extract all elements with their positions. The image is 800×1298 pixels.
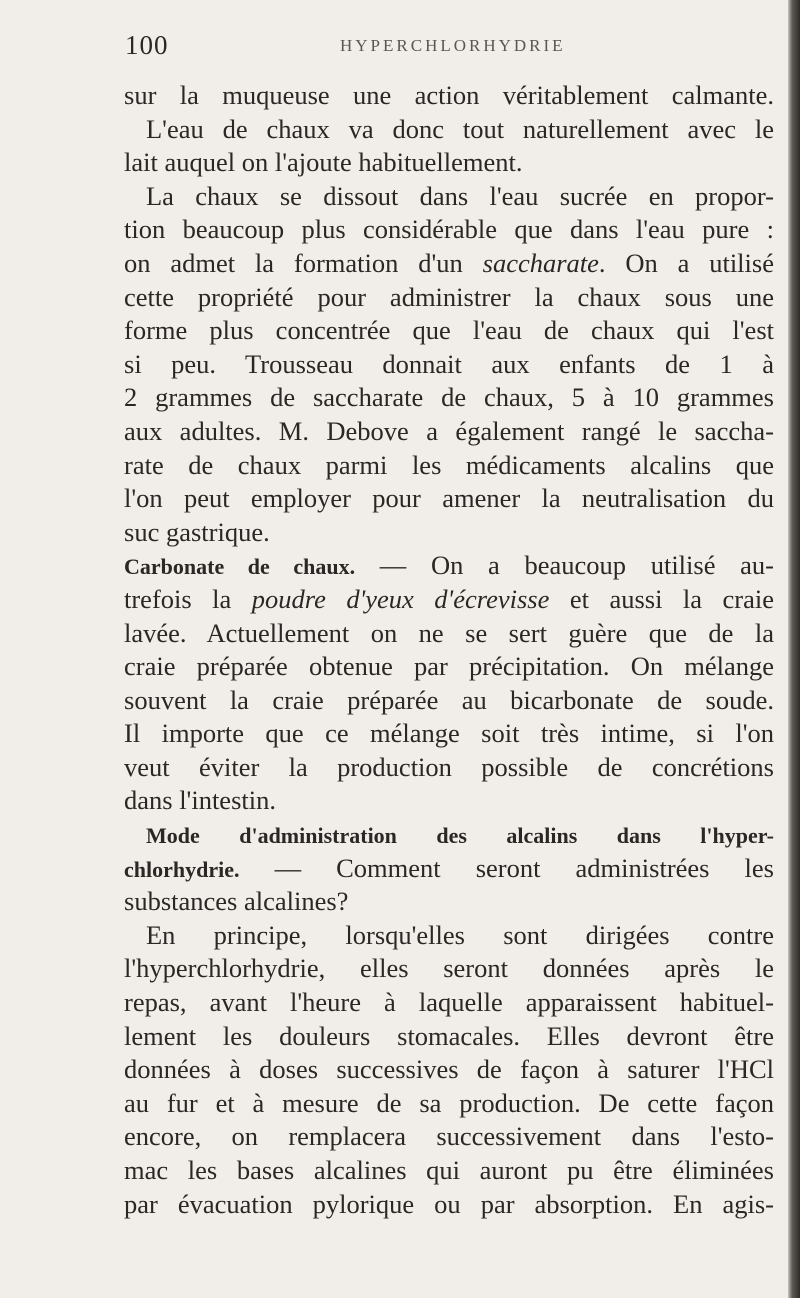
text-fragment: trefois la [124, 583, 252, 614]
text-fragment: — Comment seront administrées les [239, 852, 774, 883]
text-line: forme plus concentrée que l'eau de chaux qui l'est [124, 315, 774, 346]
italic-term: saccharate [482, 247, 599, 278]
italic-term: poudre d'yeux d'écrevisse [251, 583, 550, 614]
section-heading-line [124, 549, 774, 583]
section-heading: chlorhydrie. [124, 856, 240, 882]
section-heading-line [124, 818, 774, 852]
text-fragment: — On a beaucoup utilisé au- [355, 550, 774, 581]
text-line: par évacuation pylorique ou par absorption. En agis- [124, 1188, 774, 1219]
text-line: dans l'intestin. [124, 785, 276, 816]
text-line: lait auquel on l'ajoute habituellement. [124, 147, 523, 178]
text-line: si peu. Trousseau donnait aux enfants de 1 à [124, 348, 774, 379]
text-line: tion beaucoup plus considérable que dans l'eau pure : [124, 214, 774, 245]
text-line: rate de chaux parmi les médicaments alcalins que [124, 449, 774, 480]
section-heading: Mode d'administration des alcalins dans l'hyper- [146, 823, 774, 849]
text-line: sur la muqueuse une action véritablement calmante. [124, 80, 774, 110]
text-line [124, 247, 774, 281]
text-line: En principe, lorsqu'elles sont dirigées contre [146, 919, 774, 950]
text-line: lement les douleurs stomacales. Elles devront être [124, 1020, 774, 1051]
text-line: aux adultes. M. Debove a également rangé le saccha- [124, 415, 774, 446]
text-line: l'hyperchlorhydrie, elles seront données après le [124, 953, 774, 984]
text-line: Il importe que ce mélange soit très intime, si l'on [124, 718, 774, 749]
text-line: cette propriété pour administrer la chaux sous une [124, 281, 774, 312]
body-text [124, 79, 774, 1221]
text-line: veut éviter la production possible de concrétions [124, 751, 774, 782]
running-title: HYPERCHLORHYDRIE [340, 36, 566, 55]
text-line: 2 grammes de saccharate de chaux, 5 à 10 grammes [124, 382, 774, 413]
text-line: La chaux se dissout dans l'eau sucrée en propor- [146, 180, 774, 211]
text-line: lavée. Actuellement on ne se sert guère que de la [124, 617, 774, 648]
page-number: 100 [125, 30, 169, 60]
text-line: souvent la craie préparée au bicarbonate de soude. [124, 684, 774, 715]
text-line: L'eau de chaux va donc tout naturellement avec le [146, 113, 774, 144]
section-heading: Carbonate de chaux. [124, 554, 356, 580]
section-heading-line [124, 852, 774, 886]
text-line [124, 583, 774, 617]
text-line: au fur et à mesure de sa production. De cette façon [124, 1087, 774, 1118]
text-line: l'on peut employer pour amener la neutralisation du [124, 483, 774, 514]
text-fragment: on admet la formation d'un [124, 247, 483, 278]
text-line: données à doses successives de façon à saturer l'HCl [124, 1054, 774, 1085]
text-line: substances alcalines? [124, 886, 349, 917]
text-line: encore, on remplacera successivement dans l'esto- [124, 1121, 774, 1152]
text-line: suc gastrique. [124, 516, 270, 547]
text-line: repas, avant l'heure à laquelle apparaissent habituel- [124, 987, 774, 1018]
page-edge-shadow [788, 0, 800, 1298]
page-header [125, 30, 740, 70]
text-fragment: et aussi la craie [549, 583, 775, 614]
text-fragment: . On a utilisé [598, 247, 774, 278]
text-line: craie préparée obtenue par précipitation. On mélange [124, 651, 774, 682]
text-line: mac les bases alcalines qui auront pu être éliminées [124, 1155, 774, 1185]
